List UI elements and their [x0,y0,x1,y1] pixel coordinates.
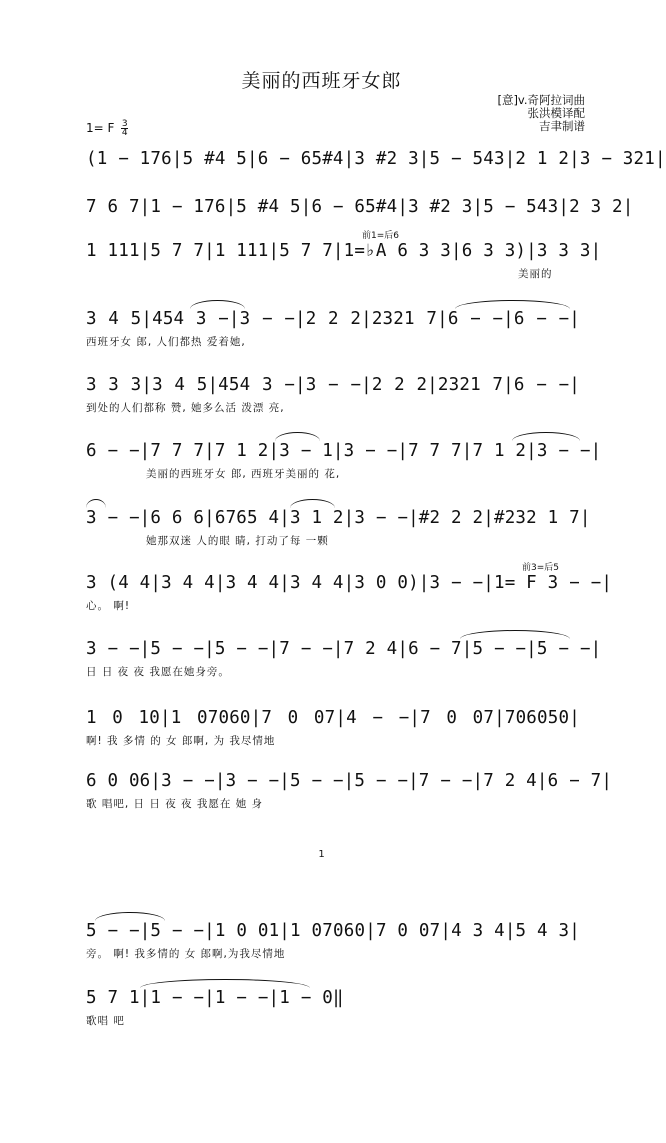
credit-composer: [意]v.奇阿拉词曲 [497,93,585,107]
score-line [86,766,613,812]
score-line [86,304,580,350]
modulation-annotation: 前1=后6 [362,231,399,241]
notation-row: 1 0 10|1 07060|7 0 07|4 − −|7 0 07|706050| [86,708,580,728]
lyrics-row: 她那双迷 人的眼 睛, 打动了每 一颗 [146,535,329,547]
slur-mark [455,300,570,309]
score-line [86,983,344,1029]
lyrics-row: 歌唱 吧 [86,1015,125,1027]
meter-bottom: 4 [121,128,128,138]
score-line [86,236,602,282]
notation-row: 5 7 1|1 − −|1 − −|1 − 0‖ [86,988,344,1008]
score-line [86,703,580,749]
lyrics-row: 美丽的 [518,268,553,280]
notation-row: 5 − −|5 − −|1 0 01|1 07060|7 0 07|4 3 4|5 4 3| [86,921,580,941]
slur-mark [190,300,245,309]
score-line [86,370,580,416]
score-line [86,144,666,190]
lyrics-row: 旁。 啊! 我多情的 女 郎啊,为我尽情地 [86,948,286,960]
meter-top: 3 [121,119,128,129]
lyrics-row: 西班牙女 郎, 人们都热 爱着她, [86,336,246,348]
slur-mark [290,499,335,508]
time-signature [121,120,128,137]
score-line [86,916,580,962]
lyrics-row: 日 日 夜 夜 我愿在她身旁。 [86,666,230,678]
notation-row: 3 (4 4|3 4 4|3 4 4|3 4 4|3 0 0)|3 − −|1= F 3 − −| [86,573,613,593]
lyrics-row: 美丽的西班牙女 郎, 西班牙美丽的 花, [146,468,341,480]
score-line [86,568,613,614]
notation-row: (1 − 176|5 #4 5|6 − 65#4|3 #2 3|5 − 543|2 1 2|3 − 321| [86,149,666,169]
credits-block [497,94,585,133]
modulation-annotation: 前3=后5 [522,563,559,573]
key-signature [86,120,128,137]
score-line [86,192,634,238]
notation-row: 3 3 3|3 4 5|454 3 −|3 − −|2 2 2|2321 7|6 − −| [86,375,580,395]
notation-row: 7 6 7|1 − 176|5 #4 5|6 − 65#4|3 #2 3|5 − 543|2 3 2| [86,197,634,217]
notation-row: 3 − −|6 6 6|6765 4|3 1 2|3 − −|#2 2 2|#232 1 7| [86,508,591,528]
lyrics-row: 心。 啊! [86,600,131,612]
page-number: 1 [318,849,325,860]
lyrics-row [86,174,580,190]
notation-row: 6 − −|7 7 7|7 1 2|3 − 1|3 − −|7 7 7|7 1 2|3 − −| [86,441,602,461]
slur-mark [95,912,165,921]
notation-row: 3 4 5|454 3 −|3 − −|2 2 2|2321 7|6 − −|6 − −| [86,309,580,329]
lyrics-row: 到处的人们都称 赞, 她多么活 泼漂 亮, [86,402,285,414]
song-title: 美丽的西班牙女郎 [241,70,402,92]
slur-mark [275,432,320,441]
lyrics-row: 歌 唱吧, 日 日 夜 夜 我愿在 她 身 [86,798,264,810]
notation-row: 1 111|5 7 7|1 111|5 7 7|1=♭A 6 3 3|6 3 3)|3 3 3| [86,241,602,261]
notation-row: 6 0 06|3 − −|3 − −|5 − −|5 − −|7 − −|7 2 4|6 − 7| [86,771,613,791]
notation-row: 3 − −|5 − −|5 − −|7 − −|7 2 4|6 − 7|5 − −|5 − −| [86,639,602,659]
slur-mark [140,979,310,988]
slur-mark [512,432,580,441]
slur-mark [460,630,570,639]
score-line [86,503,591,549]
lyrics-row: 啊! 我 多情 的 女 郎啊, 为 我尽情地 [86,735,276,747]
key-label: 1= F [86,121,115,135]
credit-translator: 张洪模译配 [527,106,585,120]
score-line [86,436,602,482]
score-line [86,634,602,680]
credit-notation: 吉聿制谱 [539,119,585,133]
slur-mark [86,499,106,508]
